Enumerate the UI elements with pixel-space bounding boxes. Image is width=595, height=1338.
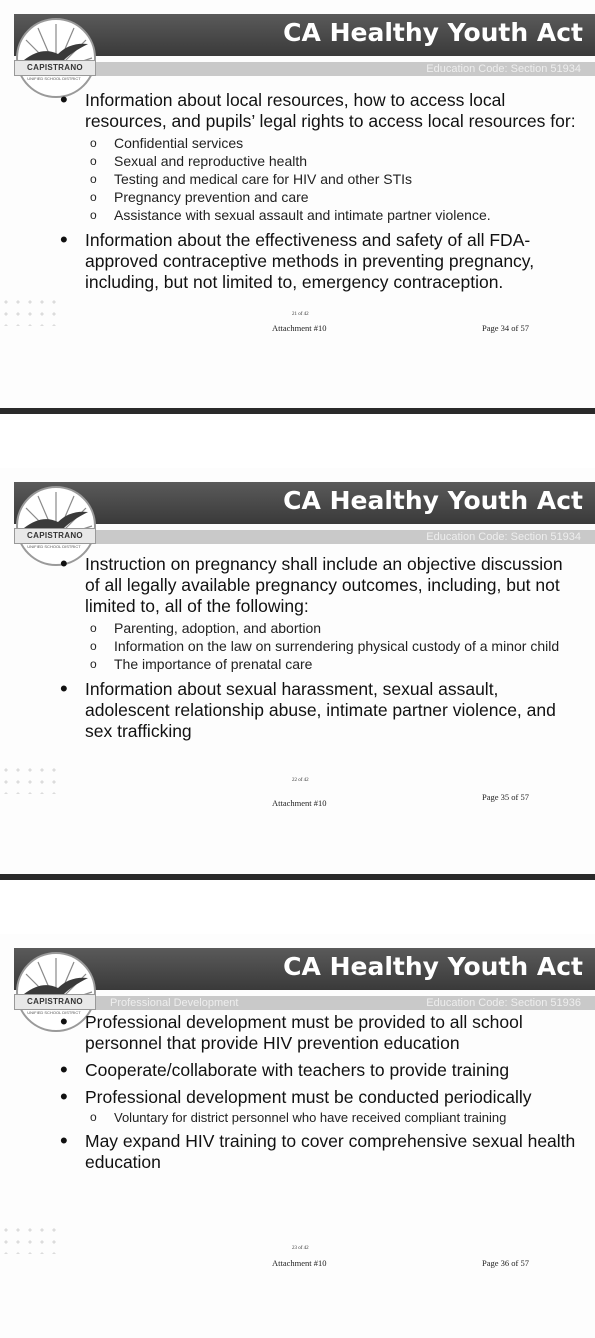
title-bar xyxy=(14,948,595,990)
list-item: • Information about local resources, how to access local resources, and pupils’ legal rights to access local resources for: o Confidential services o Sexual and reproductive health o Testing and medical care for HIV and other STIs o Pregnancy prevention and care o Assistance with sexual assault and intimate partner violence. xyxy=(60,90,580,224)
logo-subtext: UNIFIED SCHOOL DISTRICT xyxy=(27,544,81,549)
subheader-left: Professional Development xyxy=(110,997,239,1009)
subheader-bar xyxy=(14,62,595,76)
bullet-list xyxy=(60,90,580,299)
slide-1 xyxy=(0,0,595,412)
slide-divider xyxy=(0,408,595,414)
slide-title: CA Healthy Youth Act xyxy=(283,952,583,981)
sub-list-item: o Voluntary for district personnel who have received compliant training xyxy=(60,1110,580,1125)
subheader-bar xyxy=(14,530,595,544)
decorative-dots xyxy=(0,1224,60,1254)
title-bar xyxy=(14,14,595,56)
logo-banner: CAPISTRANO xyxy=(14,60,96,76)
decorative-dots xyxy=(0,296,60,326)
list-item: • Cooperate/collaborate with teachers to provide training xyxy=(60,1060,580,1081)
sub-list-item: o Confidential services xyxy=(60,134,580,152)
list-item: • Professional development must be conducted periodically o Voluntary for district personnel who have received compliant training xyxy=(60,1087,580,1125)
title-bar xyxy=(14,482,595,524)
slide-2 xyxy=(0,468,595,880)
logo-subtext: UNIFIED SCHOOL DISTRICT xyxy=(27,1010,81,1015)
list-item: • May expand HIV training to cover comprehensive sexual health education xyxy=(60,1131,580,1173)
slide-title: CA Healthy Youth Act xyxy=(283,486,583,515)
swallow-logo-icon xyxy=(18,488,94,564)
sub-list-item: o Pregnancy prevention and care xyxy=(60,188,580,206)
subheader-code: Education Code: Section 51934 xyxy=(426,531,581,543)
mini-page-number: 23 of 42 xyxy=(292,1246,309,1251)
sub-list-item: o Sexual and reproductive health xyxy=(60,152,580,170)
logo-banner: CAPISTRANO xyxy=(14,528,96,544)
slide-divider xyxy=(0,874,595,880)
mini-page-number: 21 of 42 xyxy=(292,312,309,317)
list-item: • Information about sexual harassment, sexual assault, adolescent relationship abuse, intimate partner violence, and sex trafficking xyxy=(60,679,580,742)
logo-banner: CAPISTRANO xyxy=(14,994,96,1010)
page-number: Page 36 of 57 xyxy=(482,1258,529,1268)
sub-list-item: o Parenting, adoption, and abortion xyxy=(60,619,580,637)
sub-list-item: o Information on the law on surrendering physical custody of a minor child xyxy=(60,637,580,655)
subheader-code: Education Code: Section 51934 xyxy=(426,63,581,75)
district-logo-icon xyxy=(16,18,96,98)
bullet-list xyxy=(60,554,580,748)
sub-list-item: o Assistance with sexual assault and intimate partner violence. xyxy=(60,206,580,224)
decorative-dots xyxy=(0,764,60,794)
page-number: Page 35 of 57 xyxy=(482,792,529,802)
attachment-label: Attachment #10 xyxy=(272,1258,327,1268)
sub-list-item: o Testing and medical care for HIV and other STIs xyxy=(60,170,580,188)
subheader-bar xyxy=(14,996,595,1010)
sub-list-item: o The importance of prenatal care xyxy=(60,655,580,673)
attachment-label: Attachment #10 xyxy=(272,798,327,808)
list-item: • Instruction on pregnancy shall include an objective discussion of all legally available pregnancy outcomes, including, but not limited to, all of the following: o Parenting, adoption, and abortion o Information on the law on surrendering physical custody of a minor child o The importance of prenatal care xyxy=(60,554,580,673)
list-item: • Professional development must be provided to all school personnel that provide HIV prevention education xyxy=(60,1012,580,1054)
slide-title: CA Healthy Youth Act xyxy=(283,18,583,47)
slide-3 xyxy=(0,934,595,1338)
list-item: • Information about the effectiveness and safety of all FDA-approved contraceptive methods in preventing pregnancy, including, but not limited to, emergency contraception. xyxy=(60,230,580,293)
attachment-label: Attachment #10 xyxy=(272,323,327,333)
page-number: Page 34 of 57 xyxy=(482,323,529,333)
swallow-logo-icon xyxy=(18,20,94,96)
mini-page-number: 22 of 42 xyxy=(292,778,309,783)
bullet-list xyxy=(60,1012,580,1179)
logo-subtext: UNIFIED SCHOOL DISTRICT xyxy=(27,76,81,81)
subheader-code: Education Code: Section 51936 xyxy=(426,997,581,1009)
